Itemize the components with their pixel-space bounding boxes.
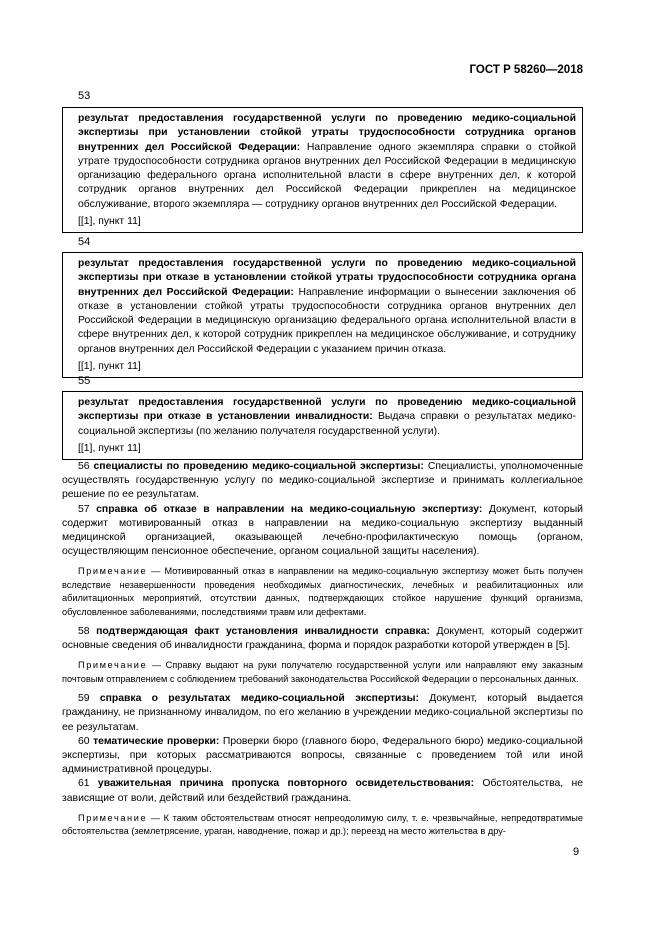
term-name: результат предоставления государственной услуги по проведению медико-социальной экспертизы при отказе в установлении стойкой утраты трудоспособности сотрудника органа внутренних дел Российской Федерации:	[78, 258, 576, 298]
note-text: — К таким обстоятельствам относят непреодолимую силу, т. е. чрезвычайные, непредотвратимые обстоятельства (землетрясение, ураган, наводнение, пожар и др.); переезд на место жительства в дру-	[62, 812, 583, 837]
page-number: 9	[573, 846, 580, 858]
term-reference: [[1], пункт 11]	[78, 361, 141, 373]
term-name: тематические проверки:	[93, 735, 220, 747]
term-entry	[62, 735, 583, 778]
term-definition: Документ, который выдается гражданину, не признанному инвалидом, по его желанию в учреждении медико-социальной экспертизы по ее результатам.	[62, 693, 583, 733]
term-name: уважительная причина пропуска повторного освидетельствования:	[97, 778, 475, 790]
note-text: — Мотивированный отказ в направлении на медико-социальную экспертизу может быть получен вследствие незавершенности проведения необходимых диагностических, лечебных и реабилитационных или абилитационных мероприятий, отсутствии данных, подтверждающих стойкое нарушение функций организма, обусловленное заболеваниями, последствиями травм или дефектами.	[62, 566, 583, 617]
term-number: 60	[78, 735, 90, 747]
note-label: Примечание	[78, 660, 148, 671]
term-number: 56	[78, 461, 90, 472]
boxed-term-entry	[62, 391, 583, 460]
term-definition: Документ, который содержит мотивированный отказ в направлении на медико-социальную экспертизу выданный медицинской организацией, оказывающей лечебно-профилактическую помощь (органом, осуществляющим пенсионное обеспечение, органом социальной защиты населения).	[62, 503, 583, 558]
term-definition: Направление одного экземпляра справки о стойкой утрате трудоспособности сотрудника органов внутренних дел Российской Федерации в медицинскую организацию федерального органа исполнительной власти в сфере внутренних дел, к которой сотрудник органов внутренних дел Российской Федерации прикреплен на медицинское обслуживание, второго экземпляра — сотруднику органов внутренних дел Российской Федерации.	[78, 141, 576, 210]
term-definition: Специалисты, уполномоченные осуществлять государственную услугу по медико-социальной экспертизе и принимать коллегиальное решение по ее результатам.	[62, 461, 583, 501]
term-entry	[62, 503, 583, 560]
term-number: 53	[78, 90, 91, 102]
term-entry	[62, 625, 583, 653]
terms-list	[62, 460, 583, 845]
boxed-term-entry	[62, 107, 583, 233]
term-reference: [[1], пункт 11]	[78, 216, 141, 228]
term-definition: Выдача справки о результатах медико-социальной экспертизы (по желанию получателя государственной услуги).	[78, 411, 577, 437]
note-text: — Справку выдают на руки получателю государственной услуги или направляют ему заказным почтовым отправлением с соблюдением требований законодательства Российской Федерации о персональных данных.	[62, 660, 583, 684]
term-name: результат предоставления государственной услуги по проведению медико-социальной экспертизы при установлении стойкой утраты трудоспособности сотрудника органов внутренних дел Российской Федерации:	[78, 113, 576, 153]
term-definition: Документ, который содержит основные сведения об инвалидности гражданина, форма и порядок разработки которой утвержден в [5].	[62, 626, 583, 652]
standard-designation: ГОСТ Р 58260—2018	[469, 64, 583, 76]
term-definition: Проверки бюро (главного бюро, Федерального бюро) медико-социальной экспертизы, при которых рассматриваются вопросы, связанные с проведением той или иной административной процедуры.	[62, 735, 583, 776]
term-note	[62, 565, 583, 619]
note-label: Примечание	[78, 566, 148, 577]
term-name: справка об отказе в направлении на медико-социальную экспертизу:	[96, 503, 483, 515]
term-name: специалисты по проведению медико-социальной экспертизы:	[93, 461, 424, 472]
term-number: 54	[78, 236, 91, 248]
term-body	[78, 257, 576, 357]
term-name: результат предоставления государственной услуги по проведению медико-социальной экспертизы при отказе в установлении инвалидности:	[78, 397, 576, 423]
term-number: 58	[78, 626, 90, 638]
term-reference: [[1], пункт 11]	[78, 442, 141, 454]
term-entry	[62, 692, 583, 735]
term-note	[62, 812, 583, 839]
term-definition: Направление информации о вынесении заключения об отказе в установлении стойкой утраты трудоспособности сотрудника органов внутренних дел Российской Федерации в медицинскую организацию федерального органа исполнительной власти в сфере внутренних дел, к которой сотрудник прикреплен на медицинское обслуживание, и сотруднику органов внутренних дел Российской Федерации с указанием причин отказа.	[78, 286, 576, 355]
term-number: 61	[78, 778, 90, 790]
term-name: подтверждающая факт установления инвалидности справка:	[96, 626, 430, 638]
term-note	[62, 659, 583, 686]
term-definition: Обстоятельства, не зависящие от воли, действий или бездействий гражданина.	[62, 778, 584, 804]
term-number: 57	[78, 503, 90, 515]
term-entry	[62, 777, 583, 805]
term-number: 55	[78, 375, 91, 387]
term-number: 59	[78, 693, 90, 705]
term-entry	[62, 460, 583, 503]
boxed-term-entry	[62, 252, 583, 378]
note-label: Примечание	[78, 812, 148, 823]
term-body	[78, 112, 576, 212]
term-body	[78, 396, 576, 439]
term-name: справка о результатах медико-социальной экспертизы:	[99, 693, 419, 705]
